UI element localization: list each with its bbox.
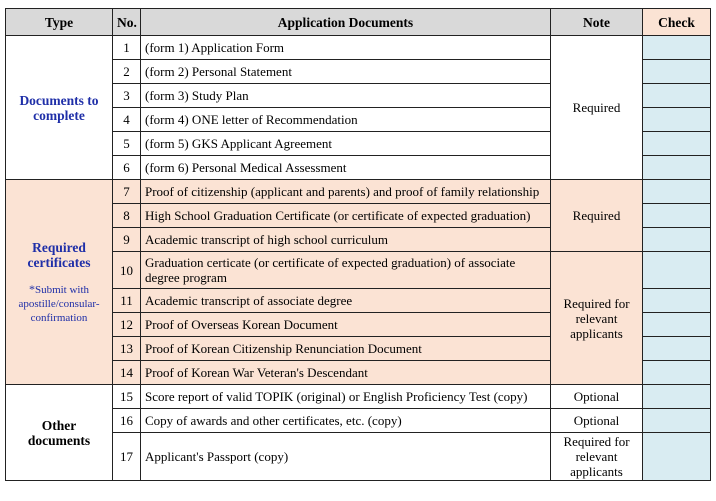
header-note: Note [551, 9, 643, 36]
document-name: Graduation certicate (or certificate of expected graduation) of associate degree program [141, 252, 551, 289]
check-cell[interactable] [643, 108, 711, 132]
check-cell[interactable] [643, 385, 711, 409]
check-cell[interactable] [643, 60, 711, 84]
row-number: 17 [113, 433, 141, 481]
row-number: 15 [113, 385, 141, 409]
check-cell[interactable] [643, 409, 711, 433]
document-name: (form 4) ONE letter of Recommendation [141, 108, 551, 132]
document-name: Copy of awards and other certificates, etc. (copy) [141, 409, 551, 433]
document-name: High School Graduation Certificate (or certificate of expected graduation) [141, 204, 551, 228]
asterisk: * [28, 281, 35, 296]
header-type: Type [6, 9, 113, 36]
document-name: Proof of Overseas Korean Document [141, 313, 551, 337]
check-cell[interactable] [643, 313, 711, 337]
document-name: Academic transcript of high school curriculum [141, 228, 551, 252]
row-number: 4 [113, 108, 141, 132]
document-name: Applicant's Passport (copy) [141, 433, 551, 481]
header-docs: Application Documents [141, 9, 551, 36]
check-cell[interactable] [643, 228, 711, 252]
type-other-documents: Other documents [6, 385, 113, 481]
type-label: Required certificates [27, 239, 91, 270]
row-number: 9 [113, 228, 141, 252]
check-cell[interactable] [643, 289, 711, 313]
row-number: 16 [113, 409, 141, 433]
check-cell[interactable] [643, 361, 711, 385]
header-row [6, 9, 711, 36]
apostille-note [10, 282, 108, 325]
check-cell[interactable] [643, 252, 711, 289]
header-check: Check [643, 9, 711, 36]
check-cell[interactable] [643, 433, 711, 481]
row-number: 3 [113, 84, 141, 108]
row-number: 5 [113, 132, 141, 156]
document-name: Proof of Korean Citizenship Renunciation Document [141, 337, 551, 361]
note-required: Required [551, 180, 643, 252]
row-number: 13 [113, 337, 141, 361]
check-cell[interactable] [643, 36, 711, 60]
row-number: 7 [113, 180, 141, 204]
document-name: (form 6) Personal Medical Assessment [141, 156, 551, 180]
type-required-certificates [6, 180, 113, 385]
row-number: 11 [113, 289, 141, 313]
type-documents-to-complete: Documents to complete [6, 36, 113, 180]
check-cell[interactable] [643, 132, 711, 156]
row-number: 14 [113, 361, 141, 385]
note-required-relevant: Required for relevant applicants [551, 433, 643, 481]
note-required-relevant: Required for relevant applicants [551, 252, 643, 385]
table-row [6, 385, 711, 409]
note-optional: Optional [551, 385, 643, 409]
document-name: (form 2) Personal Statement [141, 60, 551, 84]
row-number: 12 [113, 313, 141, 337]
row-number: 10 [113, 252, 141, 289]
document-name: Score report of valid TOPIK (original) or English Proficiency Test (copy) [141, 385, 551, 409]
document-name: (form 5) GKS Applicant Agreement [141, 132, 551, 156]
document-name: (form 3) Study Plan [141, 84, 551, 108]
table-row [6, 180, 711, 204]
note-required: Required [551, 36, 643, 180]
row-number: 8 [113, 204, 141, 228]
documents-table [5, 8, 711, 481]
check-cell[interactable] [643, 156, 711, 180]
check-cell[interactable] [643, 337, 711, 361]
check-cell[interactable] [643, 204, 711, 228]
row-number: 1 [113, 36, 141, 60]
row-number: 2 [113, 60, 141, 84]
document-name: Academic transcript of associate degree [141, 289, 551, 313]
check-cell[interactable] [643, 84, 711, 108]
check-cell[interactable] [643, 180, 711, 204]
header-no: No. [113, 9, 141, 36]
document-name: Proof of citizenship (applicant and parents) and proof of family relationship [141, 180, 551, 204]
table-row [6, 36, 711, 60]
document-name: Proof of Korean War Veteran's Descendant [141, 361, 551, 385]
note-optional: Optional [551, 409, 643, 433]
apostille-note-text: Submit with apostille/consular-confirmation [18, 283, 100, 324]
row-number: 6 [113, 156, 141, 180]
document-name: (form 1) Application Form [141, 36, 551, 60]
